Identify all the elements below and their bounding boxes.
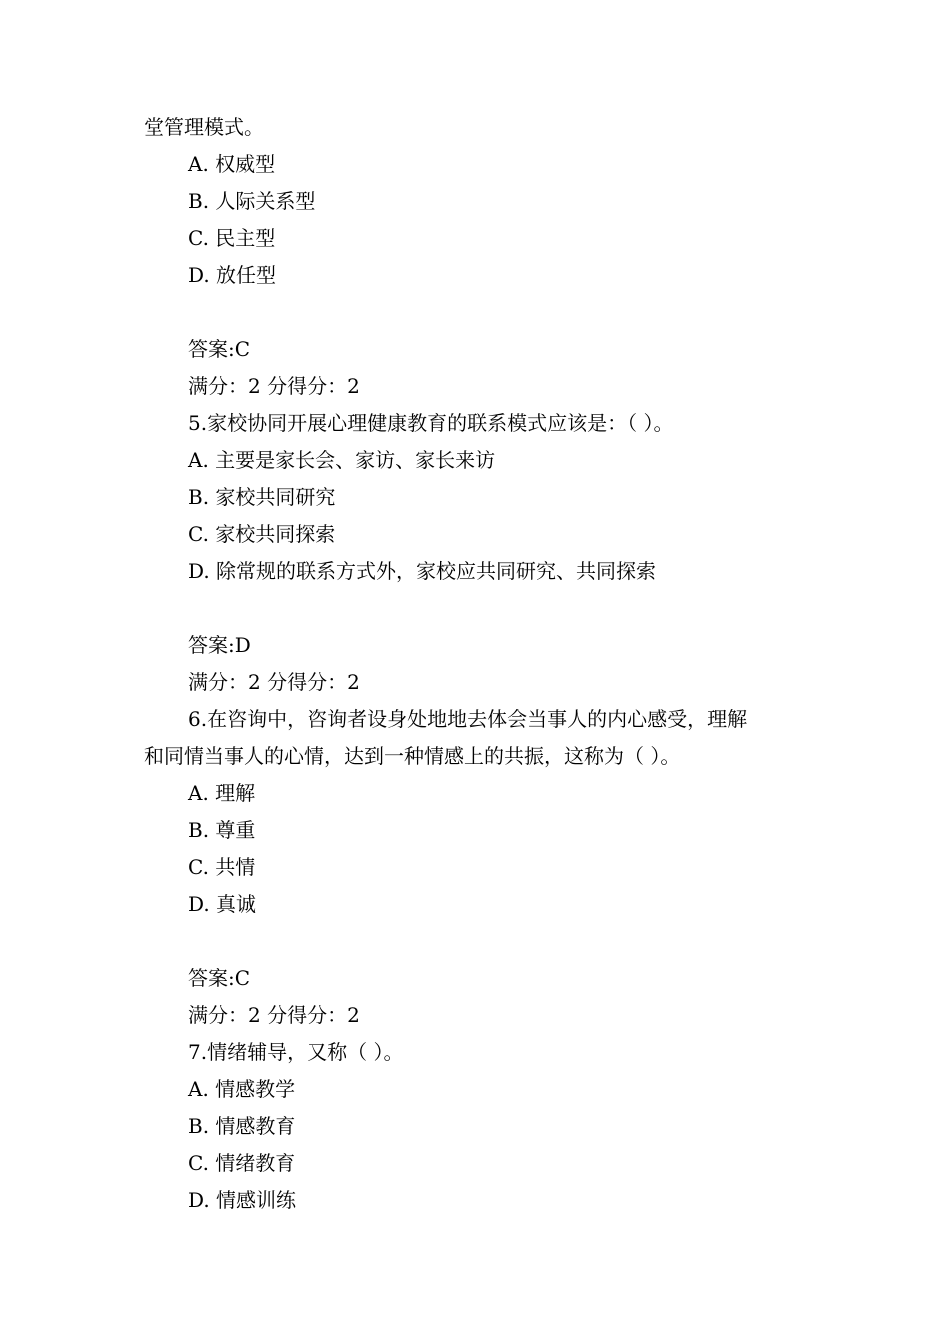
question-5-option-a: A. 主要是家长会、家访、家长来访: [188, 448, 496, 472]
question-6-option-c: C. 共情: [188, 855, 256, 879]
question-7-option-d: D. 情感训练: [188, 1188, 297, 1212]
question-5-option-d: D. 除常规的联系方式外，家校应共同研究、共同探索: [188, 559, 657, 583]
question-6-option-a: A. 理解: [188, 781, 256, 805]
question-5-stem: 5.家校协同开展心理健康教育的联系模式应该是：（ ）。: [188, 411, 674, 435]
question-5-option-b: B. 家校共同研究: [188, 485, 336, 509]
question-4-option-a: A. 权威型: [188, 152, 276, 176]
question-7-option-a: A. 情感教学: [188, 1077, 296, 1101]
question-5-score: 满分：2 分得分：2: [188, 670, 360, 694]
question-7-option-c: C. 情绪教育: [188, 1151, 296, 1175]
question-6-option-b: B. 尊重: [188, 818, 256, 842]
question-4-option-c: C. 民主型: [188, 226, 276, 250]
question-4-option-b: B. 人际关系型: [188, 189, 316, 213]
question-6-stem-line1: 6.在咨询中，咨询者设身处地地去体会当事人的内心感受，理解: [188, 707, 748, 731]
question-7-option-b: B. 情感教育: [188, 1114, 296, 1138]
question-6-option-d: D. 真诚: [188, 892, 257, 916]
question-4-stem-continuation: 堂管理模式。: [144, 115, 264, 139]
question-7-stem: 7.情绪辅导，又称（ ）。: [188, 1040, 404, 1064]
question-5-option-c: C. 家校共同探索: [188, 522, 336, 546]
question-6-stem-line2: 和同情当事人的心情，达到一种情感上的共振，这称为（ ）。: [144, 744, 681, 768]
question-4-answer: 答案:C: [188, 337, 251, 361]
question-6-answer: 答案:C: [188, 966, 251, 990]
question-5-answer: 答案:D: [188, 633, 251, 657]
question-4-option-d: D. 放任型: [188, 263, 277, 287]
question-6-score: 满分：2 分得分：2: [188, 1003, 360, 1027]
question-4-score: 满分：2 分得分：2: [188, 374, 360, 398]
